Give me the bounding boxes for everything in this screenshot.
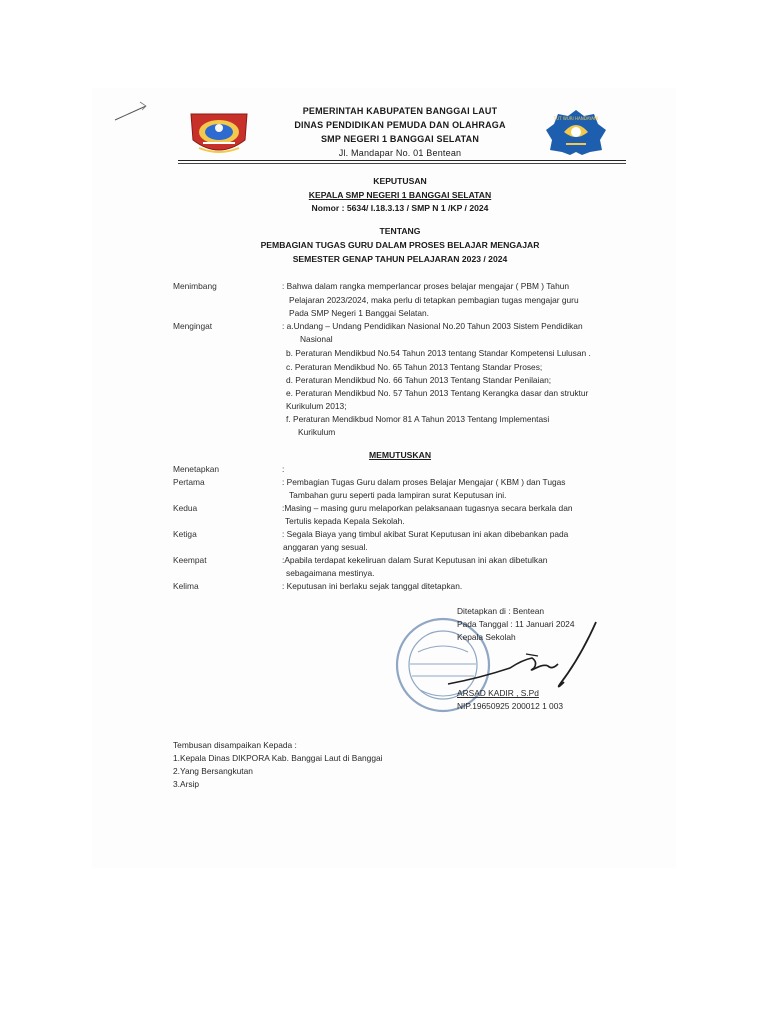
mengingat-line: Kurikulum bbox=[298, 427, 336, 437]
decision-line: sebagaimana mestinya. bbox=[286, 568, 375, 578]
signer-nip: NIP.19650925 200012 1 003 bbox=[457, 701, 564, 711]
title-nomor: Nomor : 5634/ I.18.3.13 / SMP N 1 /KP / 2024 bbox=[311, 203, 489, 213]
mengingat-line: d. Peraturan Mendikbud No. 66 Tahun 2013 Tentang Standar Penilaian; bbox=[286, 375, 552, 385]
memutuskan-heading: MEMUTUSKAN bbox=[368, 450, 432, 460]
header-school: SMP NEGERI 1 BANGGAI SELATAN bbox=[320, 134, 480, 144]
mengingat-line: f. Peraturan Mendikbud Nomor 81 A Tahun 2013 Tentang Implementasi bbox=[286, 414, 550, 424]
tut-wuri-handayani-logo-icon bbox=[544, 108, 608, 156]
jabatan-text: Kepala Sekolah bbox=[457, 632, 516, 642]
handwritten-signature-icon bbox=[440, 618, 610, 698]
decision-line: :Masing – masing guru melaporkan pelaksanaan tugasnya secara berkala dan bbox=[282, 503, 573, 513]
tembusan-heading: Tembusan disampaikan Kepada : bbox=[173, 740, 297, 750]
decision-line: :Apabila terdapat kekeliruan dalam Surat Keputusan ini akan dibetulkan bbox=[282, 555, 548, 565]
tembusan-item: 3.Arsip bbox=[173, 779, 200, 789]
mengingat-label: Mengingat bbox=[173, 321, 213, 331]
menimbang-line: Pada SMP Negeri 1 Banggai Selatan. bbox=[289, 308, 429, 318]
decision-label: Pertama bbox=[173, 477, 205, 487]
menimbang-label: Menimbang bbox=[173, 281, 217, 291]
decision-line: Tertulis kepada Kepala Sekolah. bbox=[285, 516, 405, 526]
mengingat-line: : a.Undang – Undang Pendidikan Nasional No.20 Tahun 2003 Sistem Pendidikan bbox=[282, 321, 583, 331]
decision-line: anggaran yang sesual. bbox=[283, 542, 368, 552]
header-rule-thick bbox=[178, 160, 626, 161]
decision-label: Keempat bbox=[173, 555, 207, 565]
header-government: PEMERINTAH KABUPATEN BANGGAI LAUT bbox=[302, 106, 498, 116]
ditetapkan-text: Ditetapkan di : Bentean bbox=[457, 606, 545, 616]
mengingat-line: Nasional bbox=[300, 334, 333, 344]
mengingat-line: Kurikulum 2013; bbox=[286, 401, 347, 411]
signer-name: ARSAD KADIR , S.Pd bbox=[457, 688, 539, 698]
decision-label: Menetapkan bbox=[173, 464, 220, 474]
decision-line: : Keputusan ini berlaku sejak tanggal ditetapkan. bbox=[282, 581, 463, 591]
menimbang-line: Pelajaran 2023/2024, maka perlu di tetapkan pembagian tugas mengajar guru bbox=[289, 295, 579, 305]
tanggal-text: Pada Tanggal : 11 Januari 2024 bbox=[457, 619, 575, 629]
menimbang-line: : Bahwa dalam rangka memperlancar proses belajar mengajar ( PBM ) Tahun bbox=[282, 281, 570, 291]
banggai-laut-logo-icon bbox=[187, 110, 251, 158]
decision-label: Ketiga bbox=[173, 529, 197, 539]
decision-line: : bbox=[282, 464, 285, 474]
header-address: Jl. Mandapar No. 01 Bentean bbox=[338, 148, 462, 158]
title-keputusan: KEPUTUSAN bbox=[373, 176, 427, 186]
tembusan-item: 1.Kepala Dinas DIKPORA Kab. Banggai Laut di Banggai bbox=[173, 753, 383, 763]
decision-line: : Pembagian Tugas Guru dalam proses Belajar Mengajar ( KBM ) dan Tugas bbox=[282, 477, 566, 487]
header-department: DINAS PENDIDIKAN PEMUDA DAN OLAHRAGA bbox=[294, 120, 506, 130]
mengingat-line: e. Peraturan Mendikbud No. 57 Tahun 2013 Tentang Kerangka dasar dan struktur bbox=[286, 388, 589, 398]
svg-text:TUT WURI HANDAYANI: TUT WURI HANDAYANI bbox=[553, 116, 599, 121]
title-tentang: TENTANG bbox=[379, 226, 421, 236]
title-kepala: KEPALA SMP NEGERI 1 BANGGAI SELATAN bbox=[308, 190, 492, 200]
title-subject-1: PEMBAGIAN TUGAS GURU DALAM PROSES BELAJAR MENGAJAR bbox=[260, 240, 540, 250]
decision-line: Tambahan guru seperti pada lampiran surat Keputusan ini. bbox=[289, 490, 507, 500]
pen-mark-icon bbox=[112, 96, 152, 126]
decision-label: Kedua bbox=[173, 503, 198, 513]
title-subject-2: SEMESTER GENAP TAHUN PELAJARAN 2023 / 2024 bbox=[292, 254, 508, 264]
mengingat-line: b. Peraturan Mendikbud No.54 Tahun 2013 tentang Standar Kompetensi Lulusan . bbox=[286, 348, 591, 358]
tembusan-item: 2.Yang Bersangkutan bbox=[173, 766, 253, 776]
header-rule-thin bbox=[178, 163, 626, 164]
mengingat-line: c. Peraturan Mendikbud No. 65 Tahun 2013 Tentang Standar Proses; bbox=[286, 362, 543, 372]
decision-label: Kelima bbox=[173, 581, 199, 591]
decision-line: : Segala Biaya yang timbul akibat Surat Keputusan ini akan dibebankan pada bbox=[282, 529, 569, 539]
